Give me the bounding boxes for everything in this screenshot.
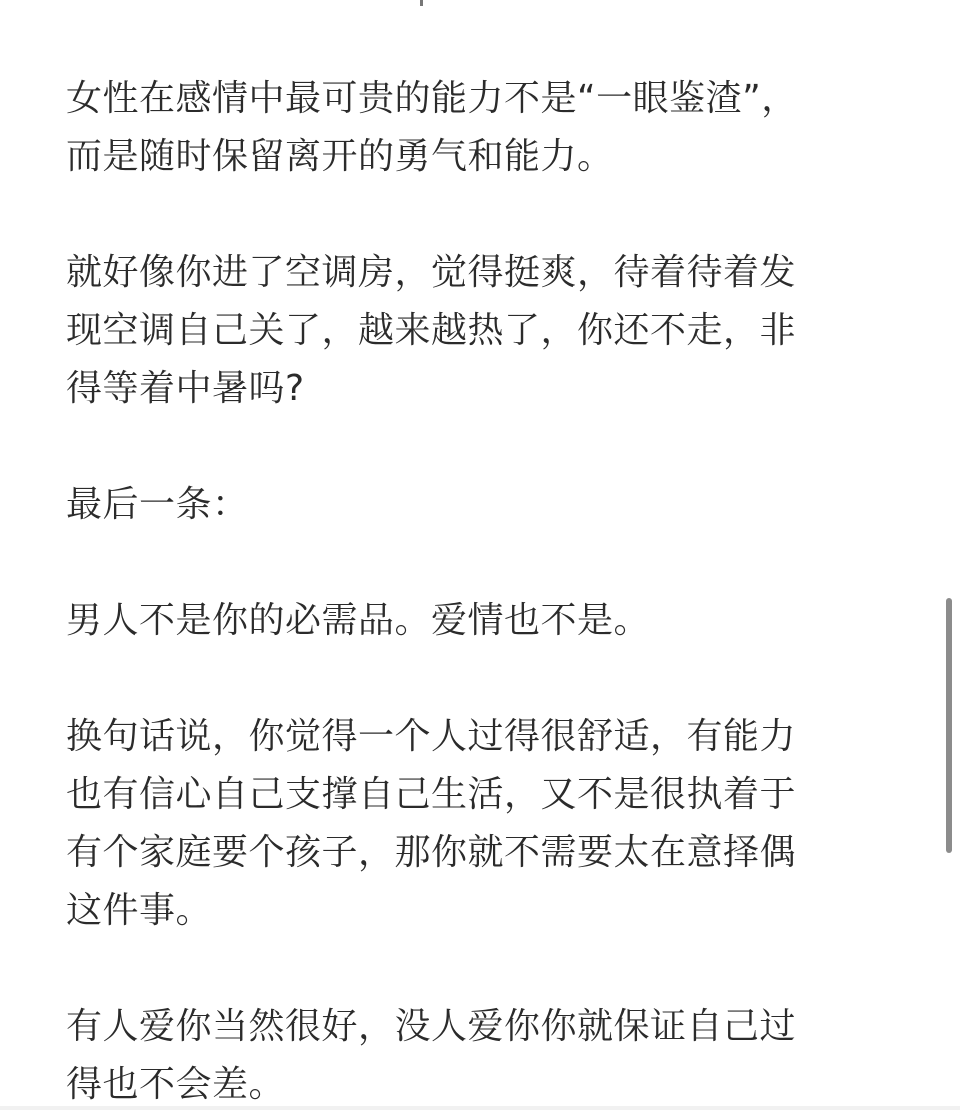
paragraph-4: 男人不是你的必需品。爱情也不是。: [66, 600, 651, 641]
bottom-edge: [0, 1106, 960, 1110]
paragraph-5: 换句话说，你觉得一个人过得很舒适，有能力 也有信心自己支撑自己生活，又不是很执着于 有个家庭要个孩子，那你就不需要太在意择偶 这件事。: [66, 716, 797, 931]
vertical-scrollbar[interactable]: [946, 598, 952, 853]
paragraph-1: 女性在感情中最可贵的能力不是“一眼鉴渣”， 而是随时保留离开的勇气和能力。: [66, 78, 798, 177]
paragraph-6: 有人爱你当然很好，没人爱你你就保证自己过 得也不会差。: [66, 1006, 797, 1105]
article-body: [66, 70, 886, 1110]
cropped-top-edge: [420, 0, 570, 6]
paragraph-2: 就好像你进了空调房，觉得挺爽，待着待着发 现空调自己关了，越来越热了，你还不走，非 得等着中暑吗?: [66, 252, 797, 409]
paragraph-3: 最后一条：: [66, 484, 249, 525]
